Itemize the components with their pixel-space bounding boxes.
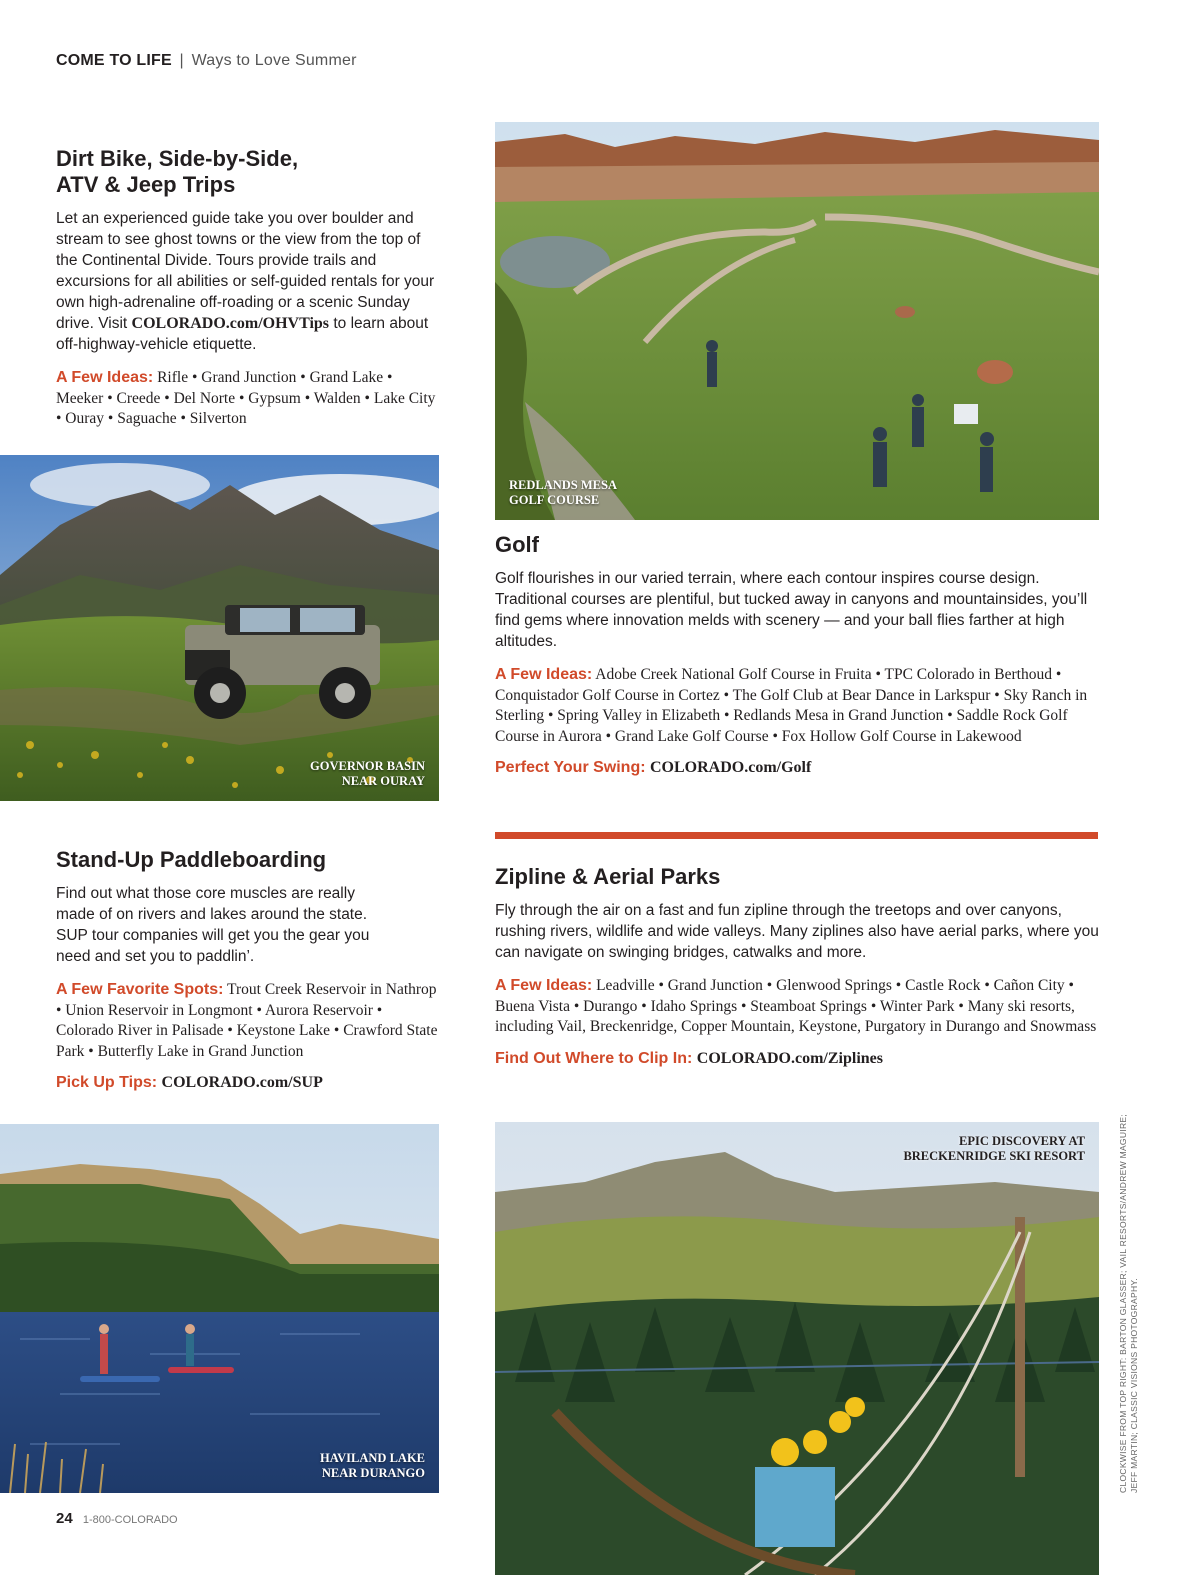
golf-photo	[495, 122, 1099, 520]
dirt-bike-body-text: Let an experienced guide take you over boulder and stream to see ghost towns or the view from the top of the Continental Divide. Tours provide trails and excursions for all abilities or self-guided rentals for your own high-adrenaline off-roading or a scenic Sunday drive. Visit	[56, 210, 435, 332]
golf-title: Golf	[495, 532, 539, 557]
section-label: COME TO LIFE	[56, 52, 172, 69]
dirt-bike-section	[56, 146, 440, 430]
golf-cta	[495, 759, 1100, 777]
golf-body: Golf flourishes in our varied terrain, where each contour inspires course design. Traditional courses are plentiful, but tucked away in canyons and mountainsides, you’ll find gems where innovation melds with scenery — and your ball flies farther at high altitudes.	[495, 570, 1088, 650]
jeep-caption-line1: GOVERNOR BASIN	[310, 759, 425, 773]
sup-cta	[56, 1074, 440, 1092]
sup-body: Find out what those core muscles are really made of on rivers and lakes around the state. SUP tour companies will get you the gear you need and set you to paddlin’.	[56, 885, 370, 965]
zip-caption-line2: BRECKENRIDGE SKI RESORT	[903, 1149, 1085, 1163]
ideas-list: Rifle • Grand Junction • Grand Lake • Meeker • Creede • Del Norte • Gypsum • Walden • Lake City • Ouray • Saguache • Silverton	[56, 369, 436, 427]
sup-link[interactable]: COLORADO.com/SUP	[161, 1074, 323, 1091]
ideas-list: Trout Creek Reservoir in Nathrop • Union Reservoir in Longmont • Aurora Reservoir • Colorado River in Palisade • Keystone Lake • Crawford State Park • Butterfly Lake in Grand Junction	[56, 981, 438, 1060]
zipline-link[interactable]: COLORADO.com/Ziplines	[696, 1049, 883, 1067]
cta-lead: Perfect Your Swing:	[495, 759, 646, 776]
jeep-photo-caption	[310, 759, 425, 789]
dirt-bike-body	[56, 208, 440, 355]
topic-label: Ways to Love Summer	[191, 52, 357, 69]
lake-photo-caption	[320, 1451, 425, 1481]
photo-credit: CLOCKWISE FROM TOP RIGHT: BARTON GLASSER; VAIL RESORTS/ANDREW MAGUIRE; JEFF MARTIN; CLASSIC VISIONS PHOTOGRAPHY.	[1118, 1113, 1139, 1493]
sup-title: Stand-Up Paddleboarding	[56, 847, 327, 872]
section-divider	[495, 832, 1098, 839]
zipline-cta	[495, 1050, 1100, 1068]
dirt-bike-title	[56, 146, 440, 198]
page-number: 24	[56, 1510, 73, 1527]
cta-lead: Pick Up Tips:	[56, 1074, 158, 1091]
folio	[56, 1510, 178, 1527]
running-head-separator: |	[179, 52, 184, 69]
ohv-tips-link[interactable]: COLORADO.com/OHVTips	[131, 315, 330, 332]
lake-photo	[0, 1124, 439, 1493]
sup-ideas	[56, 980, 440, 1062]
jeep-photo	[0, 455, 439, 801]
lake-caption-line1: HAVILAND LAKE	[320, 1451, 425, 1465]
lake-caption-line2: NEAR DURANGO	[321, 1466, 425, 1480]
dirt-bike-ideas	[56, 368, 440, 430]
cta-lead: Find Out Where to Clip In:	[495, 1049, 693, 1067]
zipline-body: Fly through the air on a fast and fun zipline through the treetops and over canyons, rushing rivers, wildlife and wide valleys. Many ziplines also have aerial parks, where you can navigate on swinging bridges, catwalks and more.	[495, 902, 1099, 961]
phone-number: 1-800-COLORADO	[82, 1514, 178, 1526]
ideas-lead: A Few Ideas:	[495, 977, 593, 994]
zipline-title: Zipline & Aerial Parks	[495, 864, 721, 889]
zipline-photo-caption	[903, 1134, 1085, 1164]
golf-ideas	[495, 665, 1100, 747]
ideas-list: Leadville • Grand Junction • Glenwood Springs • Castle Rock • Cañon City • Buena Vista • Durango • Idaho Springs • Steamboat Springs • Winter Park • Many ski resorts, including Vail, Breckenridge, Copper Mountain, Keystone, Purgatory in Durango and Snowmass	[495, 977, 1097, 1035]
golf-caption-line1: REDLANDS MESA	[509, 478, 618, 492]
zipline-photo	[495, 1122, 1099, 1575]
dirt-bike-title-line1: Dirt Bike, Side-by-Side,	[56, 146, 299, 171]
zipline-section	[495, 864, 1100, 1068]
golf-link[interactable]: COLORADO.com/Golf	[650, 759, 812, 776]
dirt-bike-title-line2: ATV & Jeep Trips	[56, 172, 236, 197]
golf-caption-line2: GOLF COURSE	[509, 493, 600, 507]
dirt-bike-body-after: to learn about off-highway-vehicle etiquette.	[56, 315, 429, 353]
golf-section	[495, 532, 1100, 777]
zip-caption-line1: EPIC DISCOVERY AT	[959, 1134, 1085, 1148]
jeep-caption-line2: NEAR OURAY	[341, 774, 425, 788]
ideas-list: Adobe Creek National Golf Course in Fruita • TPC Colorado in Berthoud • Conquistador Golf Course in Cortez • The Golf Club at Bear Dance in Larkspur • Sky Ranch in Sterling • Spring Valley in Elizabeth • Redlands Mesa in Grand Junction • Saddle Rock Golf Course in Aurora • Grand Lake Golf Course • Fox Hollow Golf Course in Lakewood	[495, 666, 1088, 745]
ideas-lead: A Few Favorite Spots:	[56, 981, 224, 998]
zipline-ideas	[495, 976, 1100, 1038]
golf-photo-caption	[509, 478, 617, 508]
ideas-lead: A Few Ideas:	[495, 666, 593, 683]
running-head	[56, 52, 357, 70]
ideas-lead: A Few Ideas:	[56, 369, 154, 386]
sup-section	[56, 847, 440, 1092]
